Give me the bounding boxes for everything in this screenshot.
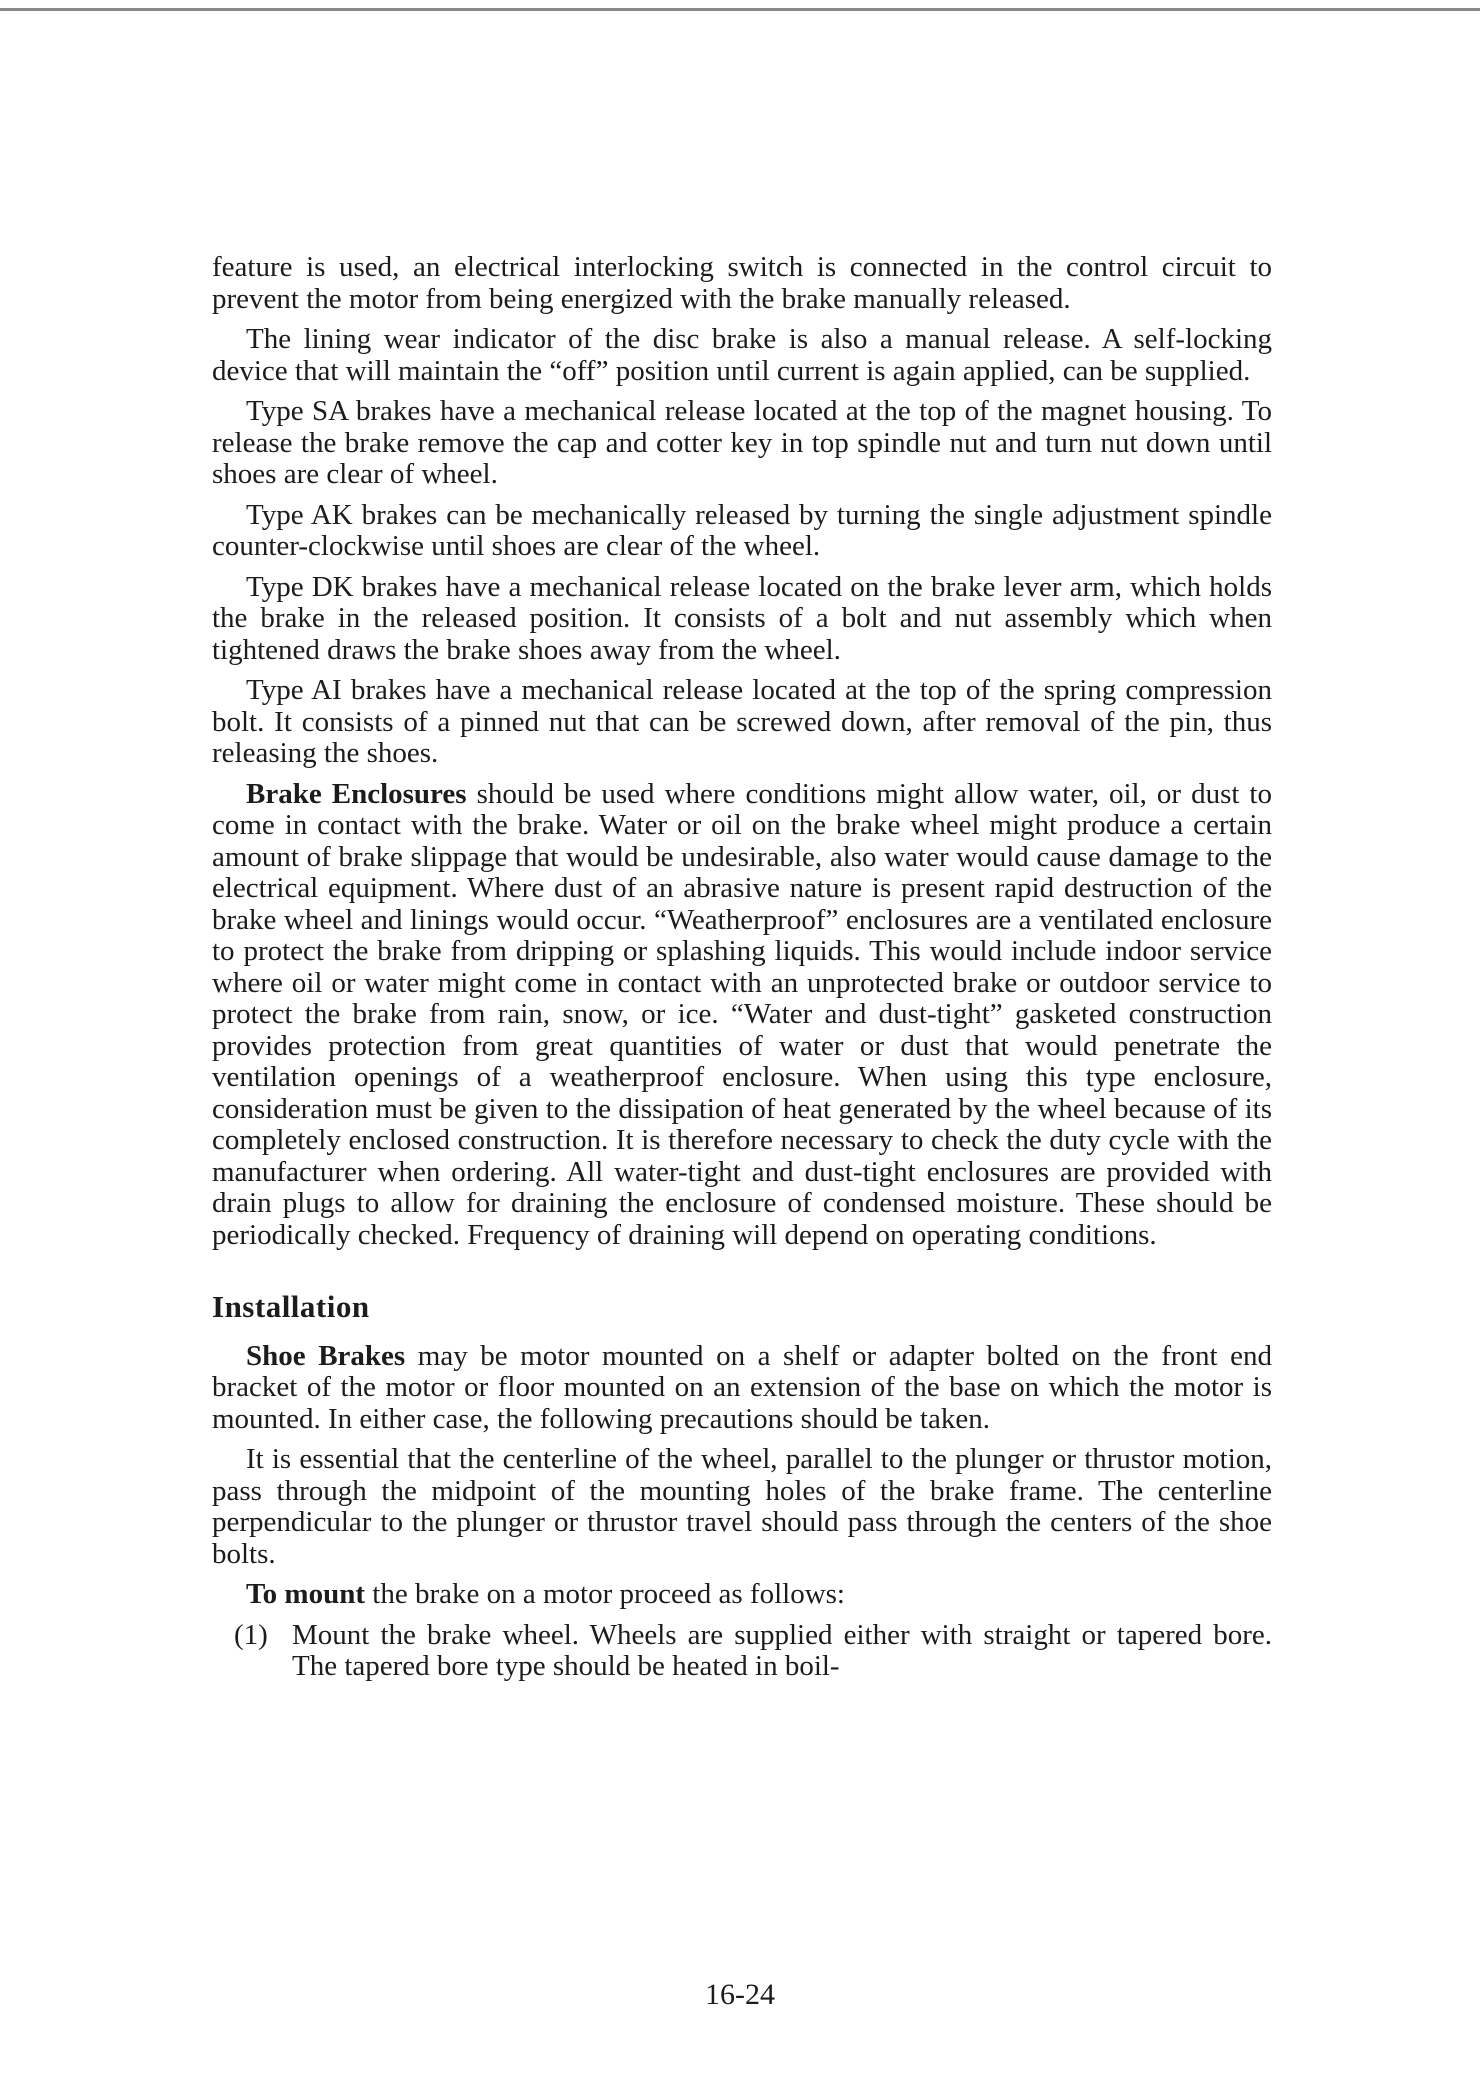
- top-rule: [0, 8, 1480, 11]
- brake-enclosures-lead: Brake Enclosures: [246, 777, 467, 810]
- section-heading-installation: Installation: [212, 1289, 370, 1324]
- paragraph-type-sa: Type SA brakes have a mechanical release located at the top of the magnet housing. To release the brake remove the cap and cotter key in top spindle nut and turn nut down until shoes are clear of wheel.: [212, 395, 1272, 490]
- paragraph-brake-enclosures: [212, 779, 1272, 1252]
- paragraph-wear-indicator: The lining wear indicator of the disc brake is also a manual release. A self-locking device that will maintain the “off” position until current is again applied, can be supplied.: [212, 323, 1272, 387]
- to-mount-text: the brake on a motor proceed as follows:: [365, 1578, 845, 1610]
- list-item-number: (1): [234, 1618, 268, 1651]
- paragraph-shoe-brakes: [212, 1341, 1272, 1436]
- paragraph-continuation: feature is used, an electrical interlocking switch is connected in the control circuit to prevent the motor from being energized with the brake manually released.: [212, 251, 1272, 315]
- list-item-text: Mount the brake wheel. Wheels are supplied either with straight or tapered bore. The tapered bore type should be heated in boil-: [292, 1618, 1272, 1682]
- brake-enclosures-text: should be used where conditions might allow water, oil, or dust to come in contact with the brake. Water or oil on the brake wheel might produce a certain amount of brake slippage that would be undesirable, also water would cause damage to the electrical equipment. Where dust of an abrasive nature is present rapid destruction of the brake wheel and linings would occur. “Weatherproof” enclosures are a ventilated enclosure to protect the brake from dripping or splashing liquids. This would include indoor service where oil or water might come in contact with an unprotected brake or outdoor service to protect the brake from rain, snow, or ice. “Water and dust-tight” gasketed construction provides protection from great quantities of water or dust that would penetrate the ventilation openings of a weatherproof enclosure. When using this type enclosure, consideration must be given to the dissipation of heat generated by the wheel because of its completely enclosed construction. It is therefore necessary to check the duty cycle with the manufacturer when ordering. All water-tight and dust-tight enclosures are provided with drain plugs to allow for draining the enclosure of condensed moisture. These should be periodically checked. Frequency of draining will depend on operating conditions.: [212, 777, 1272, 1251]
- paragraph-type-ak: Type AK brakes can be mechanically released by turning the single adjustment spindle counter-clockwise until shoes are clear of the wheel.: [212, 498, 1272, 562]
- shoe-brakes-text: may be motor mounted on a shelf or adapter bolted on the front end bracket of the motor or floor mounted on an extension of the base on which the motor is mounted. In either case, the following precautions should be taken.: [212, 1339, 1272, 1435]
- document-body: [212, 252, 1272, 1692]
- page-number: 16-24: [705, 1978, 775, 2011]
- paragraph-type-dk: Type DK brakes have a mechanical release located on the brake lever arm, which holds the brake in the released position. It consists of a bolt and nut assembly which when tightened draws the brake shoes away from the wheel.: [212, 570, 1272, 666]
- paragraph-centerline: It is essential that the centerline of the wheel, parallel to the plunger or thrustor motion, pass through the midpoint of the mounting holes of the brake frame. The centerline perpendicular to the plunger or thrustor travel should pass through the centers of the shoe bolts.: [212, 1443, 1272, 1570]
- to-mount-lead: To mount: [246, 1578, 366, 1610]
- paragraph-type-ai: Type AI brakes have a mechanical release located at the top of the spring compression bolt. It consists of a pinned nut that can be screwed down, after removal of the pin, thus releasing the shoes.: [212, 674, 1272, 769]
- list-item: [212, 1620, 1272, 1683]
- shoe-brakes-lead: Shoe Brakes: [246, 1339, 406, 1372]
- paragraph-to-mount: [212, 1579, 1272, 1611]
